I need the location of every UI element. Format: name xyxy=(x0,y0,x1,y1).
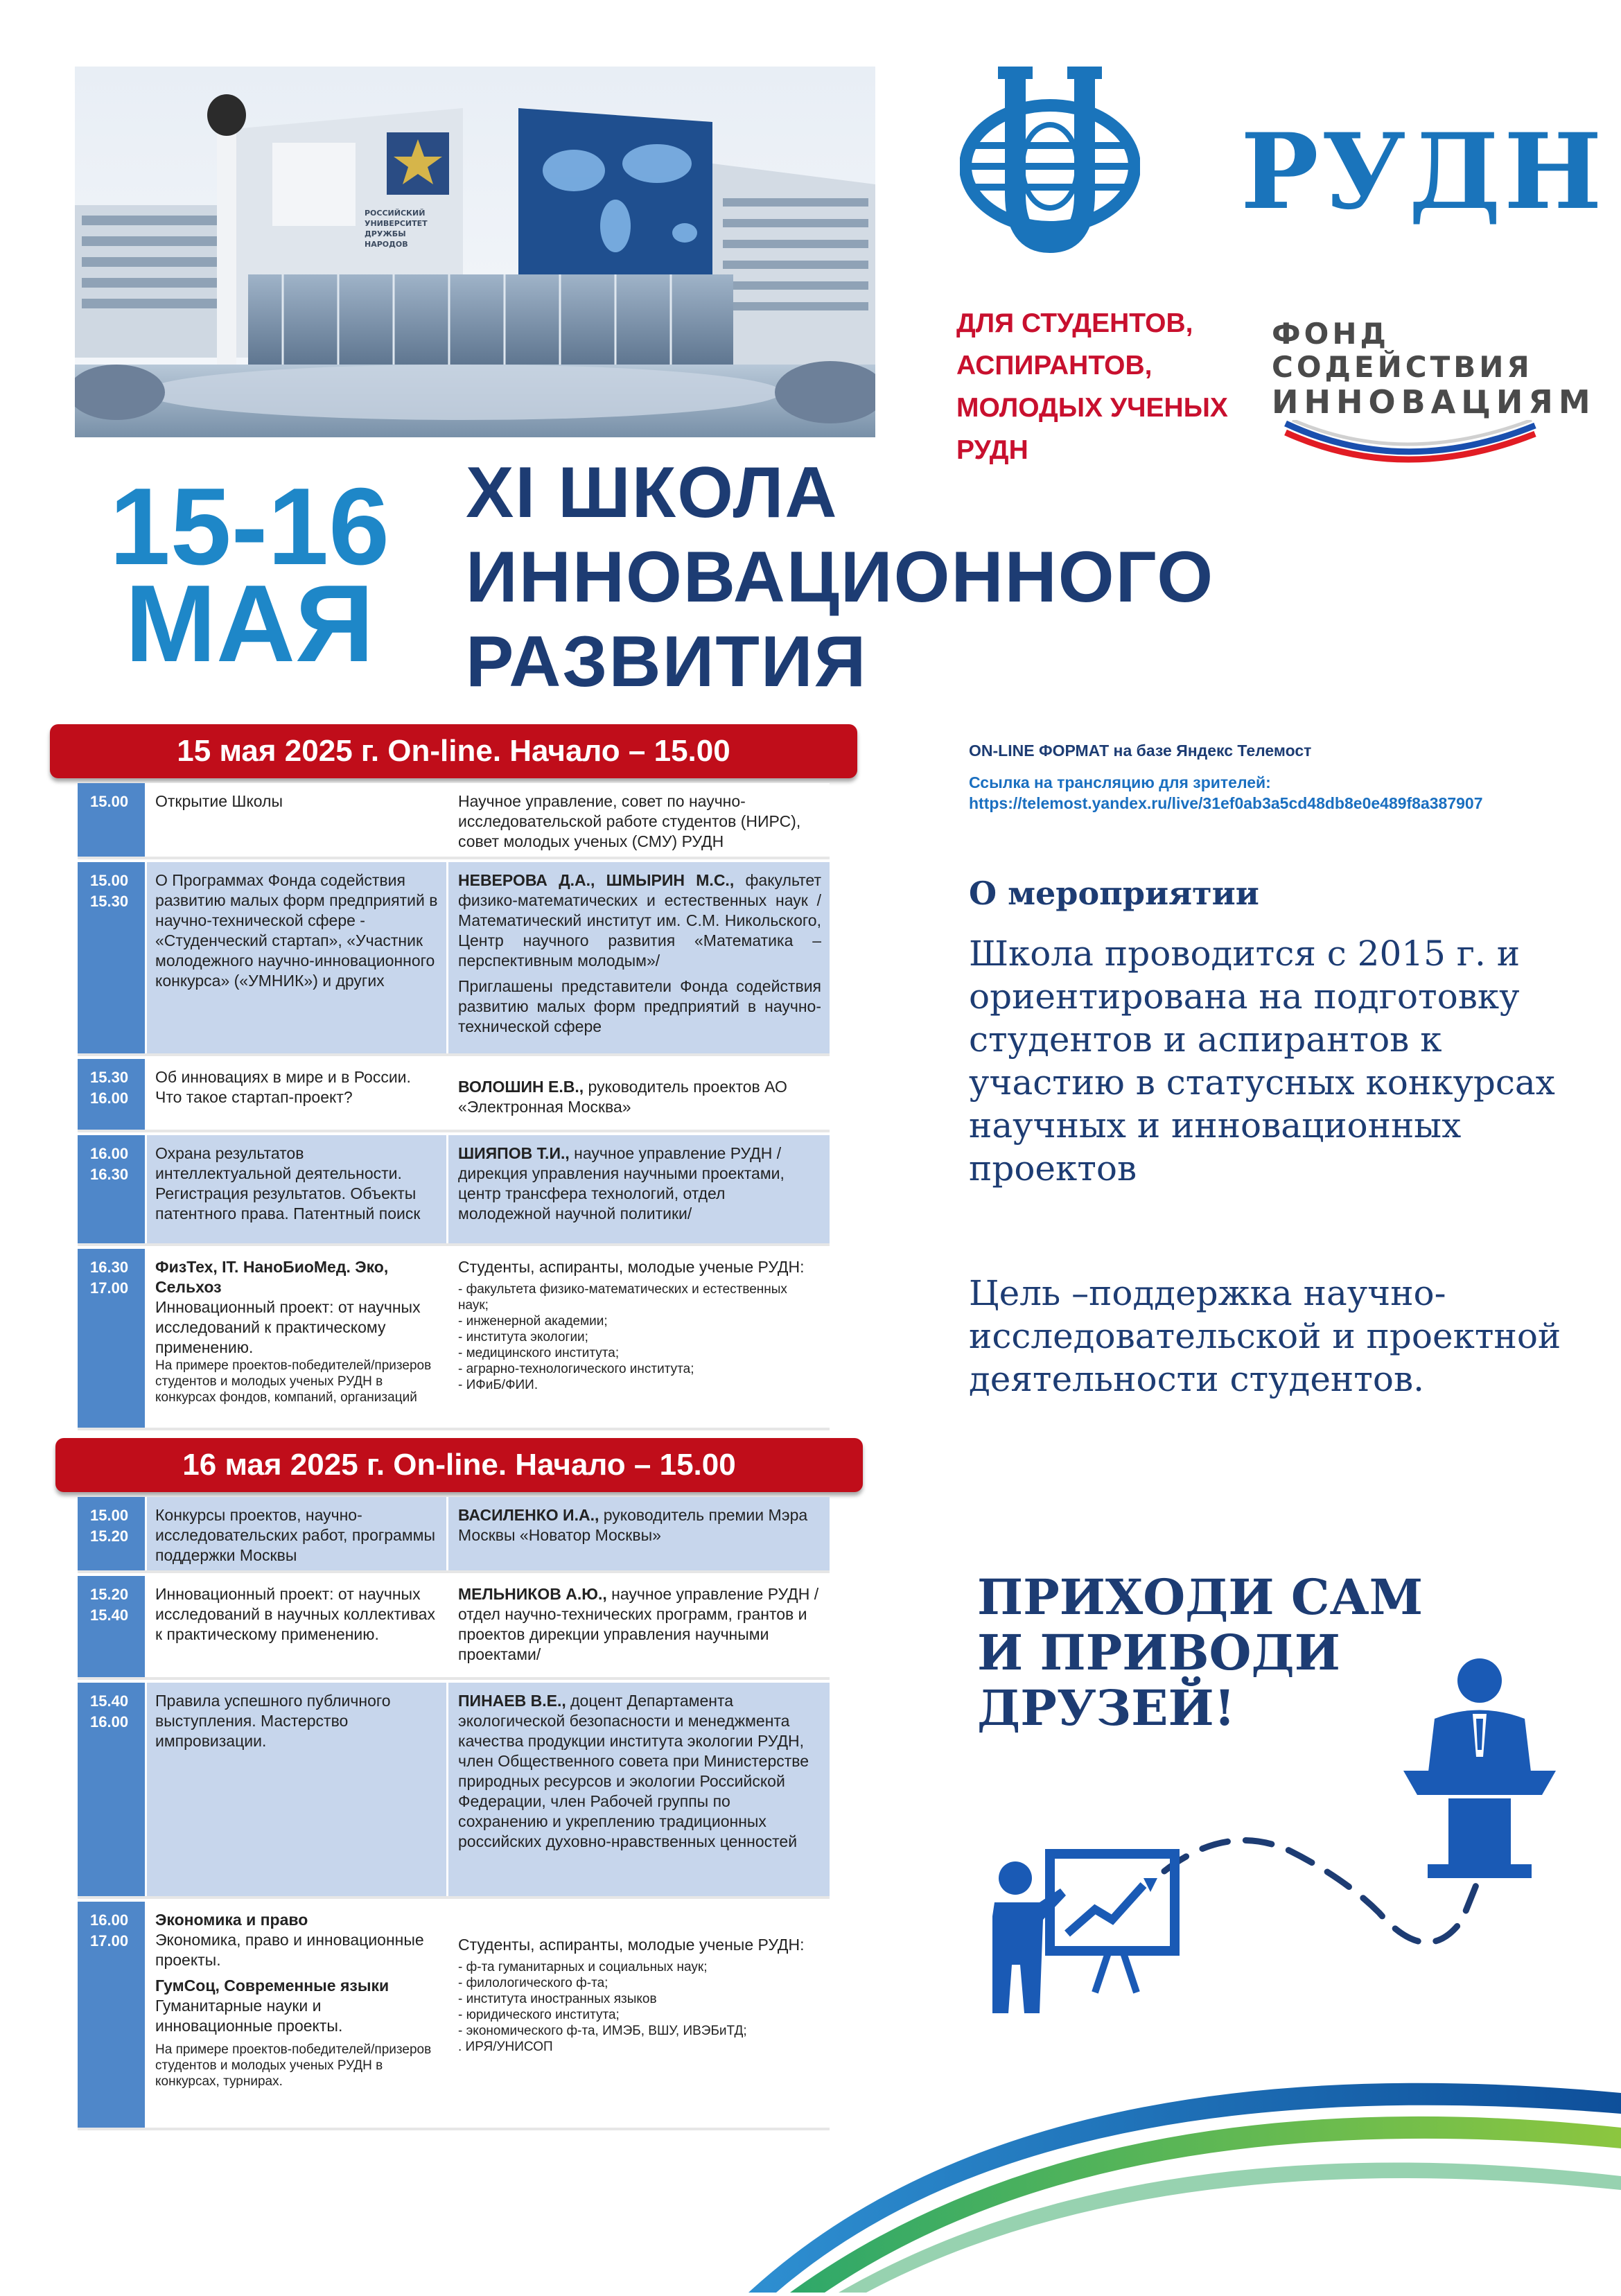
activity-text: Экономика, право и инновационные проекты. xyxy=(155,1931,424,1969)
list-item: - института экологии; xyxy=(458,1330,588,1344)
row-activity: Конкурсы проектов, научно-исследовательских работ, программы поддержки Москвы xyxy=(147,1497,446,1570)
list-item: - филологического ф-та; xyxy=(458,1976,608,1990)
time-end: 16.00 xyxy=(90,1713,129,1730)
time-start: 15.00 xyxy=(90,793,129,810)
audience-line: МОЛОДЫХ УЧЕНЫХ xyxy=(956,393,1228,423)
sign-line-4: НАРОДОВ xyxy=(365,240,408,249)
flag-swoosh-icon xyxy=(1272,420,1549,475)
row-time xyxy=(78,1497,147,1570)
audience-line: РУДН xyxy=(956,435,1028,465)
time-end: 15.30 xyxy=(90,893,129,910)
time-end: 15.40 xyxy=(90,1606,129,1624)
dates-line-2: МАЯ xyxy=(125,563,374,685)
row-time xyxy=(78,862,147,1053)
audience-line: ДЛЯ СТУДЕНТОВ, xyxy=(956,308,1193,338)
activity-note: На примере проектов-победителей/призеров студентов и молодых ученых РУДН в конкурсах фондов, компаний, организаций xyxy=(155,1358,432,1405)
row-time xyxy=(78,1576,147,1677)
about-paragraph-1: Школа проводится с 2015 г. и ориентирована на подготовку студентов и аспирантов к участию в статусных конкурсах научных и инновационных проектов xyxy=(969,934,1555,1189)
row-time xyxy=(78,1683,147,1896)
innovation-fund-logo xyxy=(1272,317,1596,442)
activity-text: Инновационный проект: от научных исследований к практическому применению. xyxy=(155,1298,421,1356)
table-row xyxy=(78,1576,830,1680)
activity-topic: ФизТех, IT. НаноБиоМед. Эко, Сельхоз xyxy=(155,1258,389,1296)
table-row xyxy=(78,1497,830,1573)
list-item: . ИРЯ/УНИСОП xyxy=(458,2040,553,2054)
speaker-role: доцент Департамента экологической безопасности и менеджмента качества продукции института экологии РУДН, член Общественного совета при Министерстве природных ресурсов и экологии Российской Федерации, член Рабочей группы по сохранению и укреплению традиционных российских духовно-нравственных ценностей xyxy=(458,1692,809,1850)
row-time xyxy=(78,1902,147,2128)
flag-swoosh-decoration xyxy=(748,2010,1621,2293)
table-row xyxy=(78,862,830,1056)
speaker-name: ШИЯПОВ Т.И., xyxy=(458,1144,570,1162)
row-activity: Об инновациях в мире и в России. Что такое стартап-проект? xyxy=(147,1059,446,1130)
activity-topic: ГумСоц, Современные языки xyxy=(155,1977,389,1995)
speaker-role: руководитель премии Мэра Москвы «Новатор Москвы» xyxy=(458,1506,808,1544)
row-activity: О Программах Фонда содействия развитию малых форм предприятий в научно-технической сфере - «Студенческий стартап», «Участник молодежного научно-инновационного конкурса» («УМНИК») и других xyxy=(147,862,446,1053)
speaker-role: руководитель проектов АО «Электронная Москва» xyxy=(458,1078,787,1116)
speaker-list xyxy=(458,1281,821,1393)
row-time xyxy=(78,1059,147,1130)
day1-header: 15 мая 2025 г. On-line. Начало – 15.00 xyxy=(50,724,857,778)
list-item: - факультета физико-математических и естественных наук; xyxy=(458,1282,787,1313)
sign-line-3: ДРУЖБЫ xyxy=(365,229,406,238)
row-speaker xyxy=(446,862,830,1053)
list-item: - ИФиБ/ФИИ. xyxy=(458,1378,538,1392)
row-speaker xyxy=(446,1683,830,1896)
list-item: - института иностранных языков xyxy=(458,1992,657,2006)
list-item: - аграрно-технологического института; xyxy=(458,1362,694,1376)
title-line-2: ИННОВАЦИОННОГО xyxy=(466,537,1215,617)
list-item: - юридического института; xyxy=(458,2008,620,2022)
time-end: 17.00 xyxy=(90,1279,129,1297)
time-start: 15.20 xyxy=(90,1586,129,1603)
row-activity: Охрана результатов интеллектуальной деятельности. Регистрация результатов. Объекты патентного права. Патентный поиск xyxy=(147,1135,446,1243)
speaker-text: Студенты, аспиранты, молодые ученые РУДН: xyxy=(458,1936,805,1954)
time-start: 15.00 xyxy=(90,1507,129,1524)
dates-line-1: 15-16 xyxy=(109,466,390,588)
time-start: 15.00 xyxy=(90,872,129,889)
row-time xyxy=(78,783,147,857)
speaker-role: научное управление РУДН /отдел научно-технических программ, грантов и проектов дирекции управления научными проектами/ xyxy=(458,1585,819,1663)
online-format: ON-LINE ФОРМАТ на базе Яндекс Телемост xyxy=(969,742,1312,760)
time-end: 16.30 xyxy=(90,1166,129,1183)
sign-line-1: РОССИЙСКИЙ xyxy=(365,209,426,218)
presenter-chart-icon xyxy=(984,1840,1192,2020)
rudn-logo-icon xyxy=(960,62,1140,270)
activity-topic: Экономика и право xyxy=(155,1911,308,1929)
fund-line-2: ИННОВАЦИЯМ xyxy=(1272,383,1596,421)
rudn-wordmark: РУДН xyxy=(1241,111,1605,233)
day2-header: 16 мая 2025 г. On-line. Начало – 15.00 xyxy=(55,1438,863,1492)
row-activity: Правила успешного публичного выступления. Мастерство импровизации. xyxy=(147,1683,446,1896)
row-speaker xyxy=(446,1497,830,1570)
table-row xyxy=(78,1135,830,1246)
cta-line-1: ПРИХОДИ САМ xyxy=(977,1568,1423,1626)
speaker-role: факультет физико-математических и естественных наук /Математический институт им. С.М. Никольского, Центр научного развития «Математика – перспективным молодым»/ xyxy=(458,871,821,970)
row-speaker xyxy=(446,1249,830,1428)
speaker-name: ВОЛОШИН Е.В., xyxy=(458,1078,584,1096)
table-row xyxy=(78,1249,830,1430)
audience-text xyxy=(956,302,1247,471)
audience-line: АСПИРАНТОВ, xyxy=(956,351,1153,380)
speaker-name: МЕЛЬНИКОВ А.Ю., xyxy=(458,1585,607,1603)
row-speaker xyxy=(446,1135,830,1243)
online-info xyxy=(969,740,1593,814)
stream-link[interactable]: https://telemost.yandex.ru/live/31ef0ab3a5cd48db8e0e489f8a387907 xyxy=(969,794,1483,812)
speaker-name: ВАСИЛЕНКО И.А., xyxy=(458,1506,599,1524)
table-row xyxy=(78,783,830,859)
stream-link-label: Ссылка на трансляцию для зрителей: xyxy=(969,773,1271,791)
list-item: - ф-та гуманитарных и социальных наук; xyxy=(458,1960,708,1974)
time-start: 16.30 xyxy=(90,1259,129,1276)
cta-line-3: ДРУЗЕЙ! xyxy=(977,1679,1236,1737)
speaker-note: Приглашены представители Фонда содействия развитию малых форм предприятий в научно-технической сфере xyxy=(458,977,821,1035)
time-start: 15.40 xyxy=(90,1692,129,1710)
speaker-role: научное управление РУДН /дирекция управления научными проектами, центр трансфера технологий, отдел молодежной научной политики/ xyxy=(458,1144,785,1223)
row-activity xyxy=(147,1902,446,2128)
row-time xyxy=(78,1249,147,1428)
row-speaker xyxy=(446,1576,830,1677)
speaker-text: Студенты, аспиранты, молодые ученые РУДН: xyxy=(458,1258,805,1276)
row-activity: Инновационный проект: от научных исследований в научных коллективах к практическому применению. xyxy=(147,1576,446,1677)
dashed-path-decoration xyxy=(1150,1809,1497,1982)
time-end: 15.20 xyxy=(90,1527,129,1545)
sign-line-2: УНИВЕРСИТЕТ xyxy=(365,219,428,228)
about-heading: О мероприятии xyxy=(969,875,1259,912)
table-row xyxy=(78,1902,830,2130)
time-end: 17.00 xyxy=(90,1932,129,1949)
activity-note: На примере проектов-победителей/призеров студентов и молодых ученых РУДН в конкурсах, турнирах. xyxy=(155,2042,432,2089)
list-item: - медицинского института; xyxy=(458,1346,620,1360)
title-line-3: РАЗВИТИЯ xyxy=(466,622,868,702)
fund-line-1: ФОНД СОДЕЙСТВИЯ xyxy=(1272,317,1533,384)
time-end: 16.00 xyxy=(90,1089,129,1107)
event-dates xyxy=(83,466,416,685)
table-row xyxy=(78,1683,830,1899)
table-row xyxy=(78,1059,830,1132)
call-to-action xyxy=(977,1570,1462,1736)
list-item: - экономического ф-та, ИМЭБ, ВШУ, ИВЭБиТД; xyxy=(458,2024,747,2038)
university-building-photo xyxy=(75,67,875,437)
activity-text: Гуманитарные науки и инновационные проекты. xyxy=(155,1997,343,2035)
title-line-1: XI ШКОЛА xyxy=(466,453,839,533)
row-activity: Открытие Школы xyxy=(147,783,446,857)
time-start: 15.30 xyxy=(90,1069,129,1086)
row-activity xyxy=(147,1249,446,1428)
about-paragraph-2: Цель –поддержка научно-исследовательской и проектной деятельности студентов. xyxy=(969,1273,1561,1399)
speaker-name: НЕВЕРОВА Д.А., ШМЫРИН М.С., xyxy=(458,871,735,889)
cta-line-2: И ПРИВОДИ xyxy=(977,1624,1340,1681)
list-item: - инженерной академии; xyxy=(458,1314,608,1329)
time-start: 16.00 xyxy=(90,1911,129,1929)
event-title xyxy=(466,450,1297,704)
speaker-name: ПИНАЕВ В.Е., xyxy=(458,1692,566,1710)
row-time xyxy=(78,1135,147,1243)
row-speaker: Научное управление, совет по научно-исследовательской работе студентов (НИРС), совет молодых ученых (СМУ) РУДН xyxy=(446,783,830,857)
time-start: 16.00 xyxy=(90,1145,129,1162)
row-speaker xyxy=(446,1059,830,1130)
